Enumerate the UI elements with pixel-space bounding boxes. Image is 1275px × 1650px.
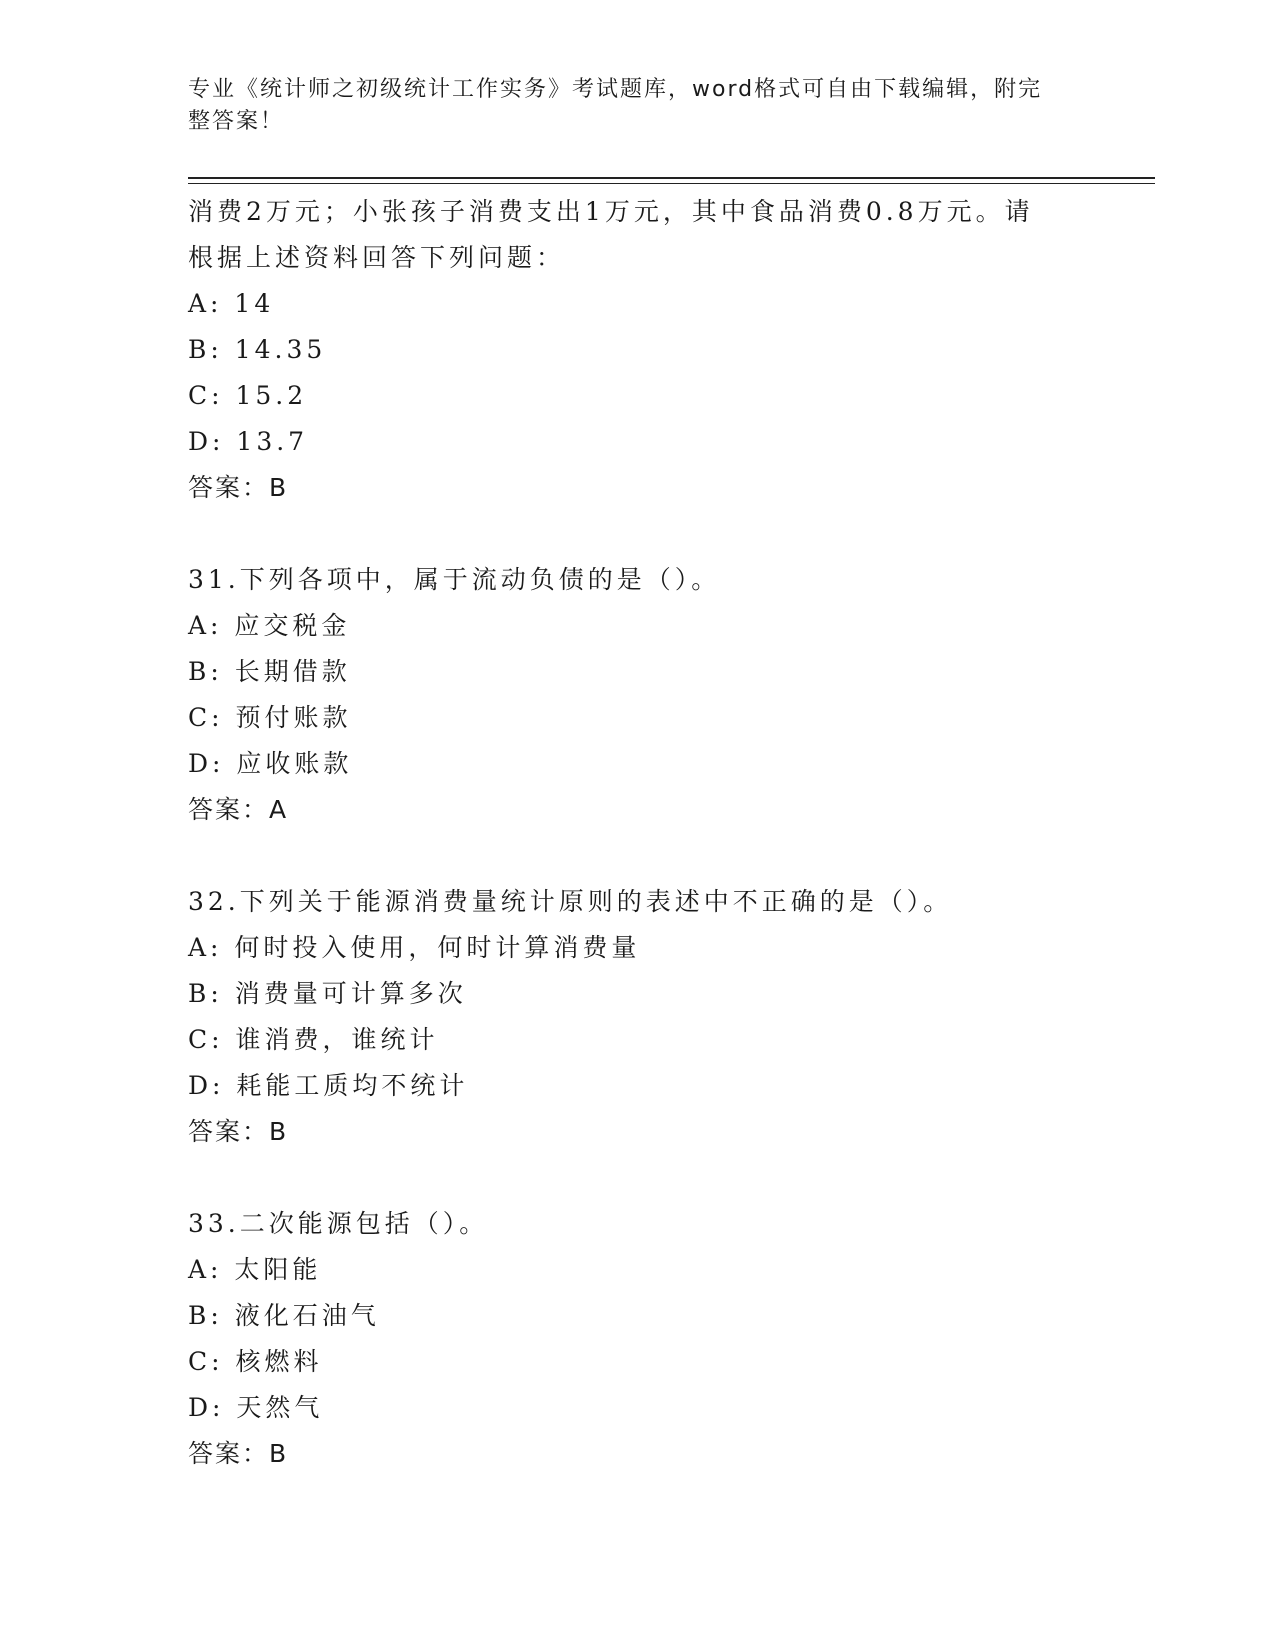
spacer: [188, 833, 1088, 879]
question-text-line: 消费2万元；小张孩子消费支出1万元，其中食品消费0.8万元。请: [188, 197, 1034, 226]
option-a: A: 14: [188, 289, 275, 318]
option-c: C: 谁消费，谁统计: [188, 1025, 439, 1054]
option-b: B: 14.35: [188, 335, 327, 364]
option-c: C: 核燃料: [188, 1347, 323, 1376]
option-d: D: 天然气: [188, 1393, 324, 1422]
option-c: C: 15.2: [188, 381, 308, 410]
spacer: [188, 1155, 1088, 1201]
answer-line: 答案：B: [188, 1439, 289, 1468]
option-b: B: 消费量可计算多次: [188, 979, 467, 1008]
spacer: [188, 511, 1088, 557]
header-divider-thick: [188, 177, 1155, 179]
question-block-31: [188, 557, 1088, 833]
option-b: B: 液化石油气: [188, 1301, 380, 1330]
option-d: D: 应收账款: [188, 749, 353, 778]
header-divider-thin: [188, 183, 1155, 184]
option-a: A: 应交税金: [188, 611, 351, 640]
question-stem: 31.下列各项中，属于流动负债的是（）。: [188, 565, 721, 594]
option-b: B: 长期借款: [188, 657, 351, 686]
answer-line: 答案：B: [188, 473, 289, 502]
option-a: A: 太阳能: [188, 1255, 322, 1284]
option-a: A: 何时投入使用，何时计算消费量: [188, 933, 641, 962]
option-c: C: 预付账款: [188, 703, 352, 732]
header-line-1: 专业《统计师之初级统计工作实务》考试题库，word格式可自由下载编辑，附完: [188, 77, 1043, 102]
question-stem: 32.下列关于能源消费量统计原则的表述中不正确的是（）。: [188, 887, 953, 916]
question-block-continued: [188, 189, 1088, 511]
page-header: [188, 74, 1068, 138]
question-block-33: [188, 1201, 1088, 1477]
answer-line: 答案：A: [188, 795, 289, 824]
question-list: [188, 189, 1088, 1477]
answer-line: 答案：B: [188, 1117, 289, 1146]
option-d: D: 耗能工质均不统计: [188, 1071, 469, 1100]
question-stem: 33.二次能源包括（）。: [188, 1209, 489, 1238]
question-block-32: [188, 879, 1088, 1155]
question-text-line: 根据上述资料回答下列问题：: [188, 243, 566, 272]
header-line-2: 整答案！: [188, 109, 285, 134]
option-d: D: 13.7: [188, 427, 309, 456]
